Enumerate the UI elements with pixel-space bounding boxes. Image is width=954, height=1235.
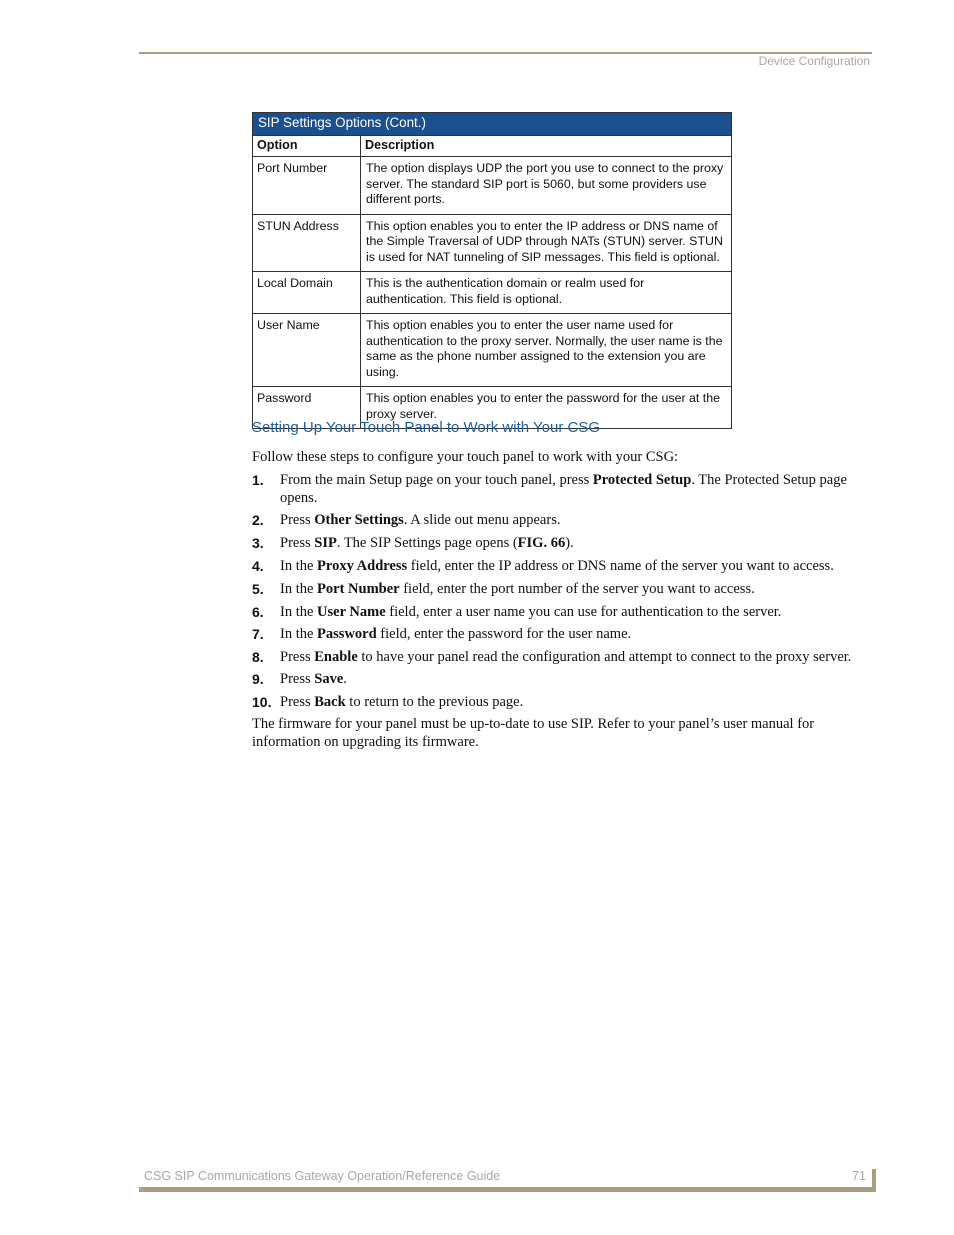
- closing-paragraph: The firmware for your panel must be up-to-date to use SIP. Refer to your panel’s user manual for information on upgrading its firmware.: [252, 716, 815, 750]
- step-text: In the: [280, 558, 318, 574]
- step-number: 5.: [252, 581, 264, 597]
- step-text: field, enter a user name you can use for authentication to the server.: [385, 604, 782, 620]
- step-number: 6.: [252, 604, 264, 620]
- page-number: 71: [852, 1169, 866, 1183]
- step-bold: Save: [314, 671, 344, 687]
- step-bold: Other Settings: [314, 512, 404, 528]
- step-number: 9.: [252, 671, 264, 687]
- table-title-row: [253, 113, 732, 136]
- table-row: [253, 157, 732, 215]
- description-cell: This option enables you to enter the IP address or DNS name of the Simple Traversal of UDP through NATs (STUN) server. STUN is used for NAT tunneling of SIP messages. This field is optional.: [361, 214, 732, 272]
- table-row: [253, 314, 732, 387]
- intro-paragraph: Follow these steps to configure your touch panel to work with your CSG:: [252, 449, 679, 465]
- description-cell: The option displays UDP the port you use to connect to the proxy server. The standard SIP port is 5060, but some providers use different ports.: [361, 157, 732, 215]
- step-text: to return to the previous page.: [345, 694, 524, 710]
- step-bold: Protected Setup: [592, 472, 692, 488]
- step-number: 4.: [252, 558, 264, 574]
- table-title: SIP Settings Options (Cont.): [253, 113, 732, 136]
- step-text: In the: [280, 626, 318, 642]
- step-bold: SIP: [314, 535, 337, 551]
- step-item: [252, 580, 872, 598]
- step-item: [252, 511, 872, 529]
- option-cell: STUN Address: [253, 214, 361, 272]
- column-header-description: Description: [361, 136, 732, 157]
- step-text: Press: [280, 649, 315, 665]
- step-bold: Port Number: [317, 581, 400, 597]
- footer-title: CSG SIP Communications Gateway Operation/Reference Guide: [144, 1169, 501, 1183]
- step-text: Press: [280, 535, 315, 551]
- section-heading: Setting Up Your Touch Panel to Work with Your CSG: [252, 419, 600, 436]
- step-text: field, enter the port number of the server you want to access.: [399, 581, 755, 597]
- step-number: 8.: [252, 649, 264, 665]
- table-row: [253, 214, 732, 272]
- table-header-row: [253, 136, 732, 157]
- description-cell: This option enables you to enter the password for the user at the proxy server.: [361, 387, 732, 429]
- step-text: field, enter the password for the user name.: [376, 626, 632, 642]
- step-text: field, enter the IP address or DNS name of the server you want to access.: [407, 558, 834, 574]
- footer-rule: [139, 1187, 876, 1192]
- step-text: . The Protected Setup page opens.: [280, 472, 847, 506]
- sip-settings-table-container: [252, 112, 732, 429]
- step-item: [252, 625, 872, 643]
- step-bold: Enable: [314, 649, 358, 665]
- step-text: In the: [280, 604, 318, 620]
- steps-list: [252, 471, 872, 711]
- column-header-option: Option: [253, 136, 361, 157]
- step-number: 3.: [252, 535, 264, 551]
- footer-rule-corner: [872, 1169, 876, 1192]
- step-text: ).: [565, 535, 574, 551]
- step-text: Press: [280, 694, 315, 710]
- step-item: [252, 670, 872, 688]
- step-text: Press: [280, 512, 315, 528]
- step-item: [252, 693, 872, 711]
- description-cell: This option enables you to enter the user name used for authentication to the proxy server. Normally, the user name is the same as the phone number assigned to the extension you are using.: [361, 314, 732, 387]
- step-number: 10.: [252, 694, 272, 710]
- option-cell: User Name: [253, 314, 361, 387]
- step-text: In the: [280, 581, 318, 597]
- step-text: . A slide out menu appears.: [403, 512, 561, 528]
- step-item: [252, 648, 872, 666]
- step-number: 7.: [252, 626, 264, 642]
- sip-settings-table: [252, 112, 732, 429]
- description-cell: This is the authentication domain or realm used for authentication. This field is optional.: [361, 272, 732, 314]
- step-bold: Proxy Address: [317, 558, 408, 574]
- step-text: to have your panel read the configuration and attempt to connect to the proxy server.: [357, 649, 852, 665]
- step-bold: User Name: [317, 604, 386, 620]
- step-item: [252, 557, 872, 575]
- step-bold: Password: [317, 626, 377, 642]
- table-row: [253, 272, 732, 314]
- step-text: .: [343, 671, 347, 687]
- running-header: Device Configuration: [758, 54, 870, 68]
- step-item: [252, 534, 872, 552]
- step-item: [252, 603, 872, 621]
- step-bold: Back: [314, 694, 346, 710]
- step-text: . The SIP Settings page opens (: [336, 535, 518, 551]
- option-cell: Local Domain: [253, 272, 361, 314]
- step-number: 2.: [252, 512, 264, 528]
- figure-reference: FIG. 66: [517, 535, 566, 551]
- option-cell: Password: [253, 387, 361, 429]
- step-item: [252, 471, 872, 507]
- step-text: Press: [280, 671, 315, 687]
- step-text: From the main Setup page on your touch panel, press: [280, 472, 593, 488]
- step-number: 1.: [252, 472, 264, 488]
- option-cell: Port Number: [253, 157, 361, 215]
